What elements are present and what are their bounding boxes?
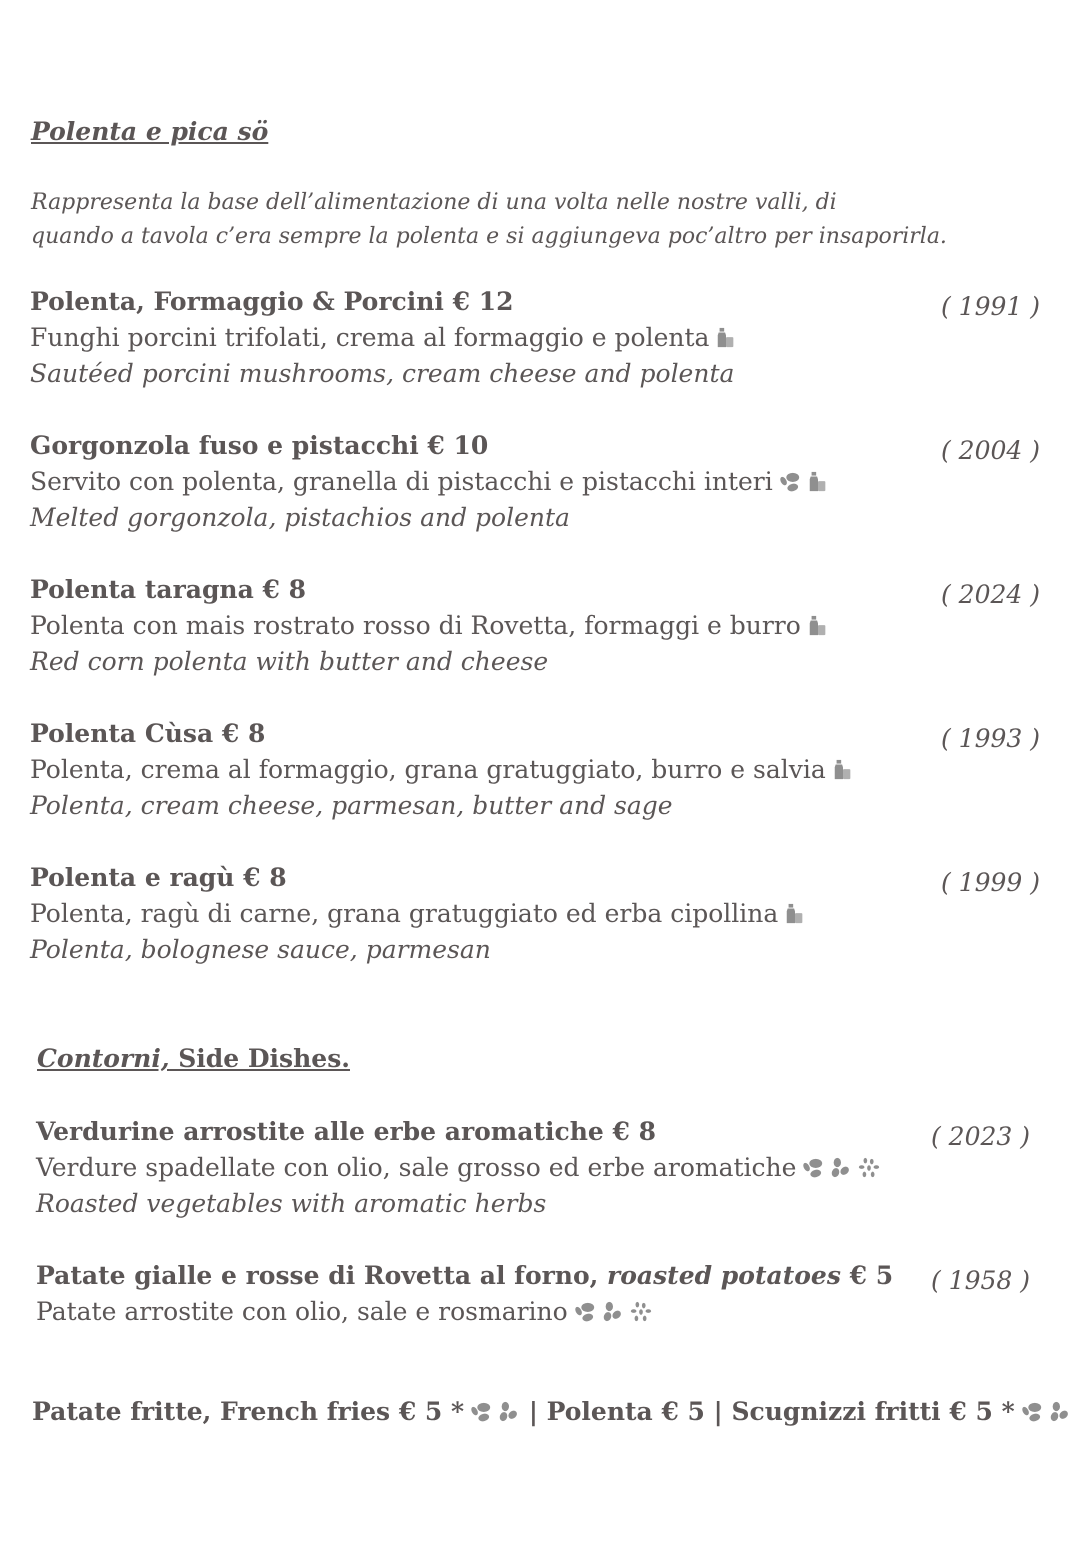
- item-english: Roasted vegetables with aromatic herbs: [36, 1189, 547, 1218]
- item-english: Polenta, cream cheese, parmesan, butter and sage: [30, 791, 673, 820]
- section-intro: [31, 186, 947, 254]
- item-year: ( 1993 ): [940, 724, 1040, 753]
- milk-allergen-icon: [832, 755, 854, 777]
- menu-item: [30, 860, 1040, 968]
- item-title: Gorgonzola fuso e pistacchi € 10: [30, 431, 489, 460]
- menu-item: [36, 1114, 1030, 1222]
- item-year: ( 2024 ): [940, 580, 1040, 609]
- menu-item: [30, 428, 1040, 536]
- section-title: Polenta e pica sö: [31, 117, 269, 146]
- title-english: Side Dishes.: [169, 1044, 350, 1073]
- peanut-allergen-icon: [602, 1297, 624, 1319]
- milk-allergen-icon: [784, 899, 806, 921]
- item-description: Polenta, crema al formaggio, grana gratuggiato, burro e salvia: [30, 752, 1040, 788]
- item-year: ( 2023 ): [930, 1122, 1030, 1151]
- nuts-allergen-icon: [470, 1397, 492, 1419]
- item-english: Red corn polenta with butter and cheese: [30, 647, 549, 676]
- peanut-allergen-icon: [498, 1397, 520, 1419]
- sesame-allergen-icon: [858, 1153, 880, 1175]
- section-title-contorni: [37, 1044, 350, 1073]
- item-title: Polenta Cùsa € 8: [30, 719, 266, 748]
- item-description: Polenta, ragù di carne, grana gratuggiato ed erba cipollina: [30, 896, 1040, 932]
- nuts-allergen-icon: [1021, 1397, 1043, 1419]
- footer-line: [32, 1394, 1071, 1430]
- nuts-allergen-icon: [779, 467, 801, 489]
- menu-item: [30, 572, 1040, 680]
- item-english: Sautéed porcini mushrooms, cream cheese and polenta: [30, 359, 735, 388]
- title-italian: Contorni,: [37, 1044, 170, 1073]
- milk-allergen-icon: [807, 467, 829, 489]
- nuts-allergen-icon: [802, 1153, 824, 1175]
- item-title: Polenta, Formaggio & Porcini € 12: [30, 287, 514, 316]
- item-description: Funghi porcini trifolati, crema al formaggio e polenta: [30, 320, 1040, 356]
- item-description: Polenta con mais rostrato rosso di Rovetta, formaggi e burro: [30, 608, 1040, 644]
- intro-line: quando a tavola c’era sempre la polenta e si aggiungeva poc’altro per insaporirla.: [31, 224, 947, 249]
- item-description: Patate arrostite con olio, sale e rosmarino: [36, 1294, 1030, 1330]
- peanut-allergen-icon: [830, 1153, 852, 1175]
- item-title: Verdurine arrostite alle erbe aromatiche € 8: [36, 1117, 656, 1146]
- footer-part1: Patate fritte, French fries € 5 *: [32, 1397, 465, 1426]
- item-title: Polenta taragna € 8: [30, 575, 307, 604]
- item-english: Polenta, bolognese sauce, parmesan: [30, 935, 491, 964]
- item-title: Polenta e ragù € 8: [30, 863, 287, 892]
- item-year: ( 1999 ): [940, 868, 1040, 897]
- menu-item: [36, 1258, 1030, 1330]
- peanut-allergen-icon: [1049, 1397, 1071, 1419]
- allergen-icons: [1015, 1397, 1071, 1426]
- intro-line: Rappresenta la base dell’alimentazione di una volta nelle nostre valli, di: [31, 190, 837, 215]
- item-year: ( 1991 ): [940, 292, 1040, 321]
- nuts-allergen-icon: [574, 1297, 596, 1319]
- item-title: Patate gialle e rosse di Rovetta al forno, roasted potatoes € 5: [36, 1261, 894, 1290]
- item-year: ( 1958 ): [930, 1266, 1030, 1295]
- item-description: Verdure spadellate con olio, sale grosso ed erbe aromatiche: [36, 1150, 1030, 1186]
- menu-item: [30, 716, 1040, 824]
- footer-part2: | Polenta € 5 | Scugnizzi fritti € 5 *: [528, 1397, 1015, 1426]
- menu-item: [30, 284, 1040, 392]
- item-english: Melted gorgonzola, pistachios and polenta: [30, 503, 570, 532]
- milk-allergen-icon: [715, 323, 737, 345]
- item-year: ( 2004 ): [940, 436, 1040, 465]
- item-description: Servito con polenta, granella di pistacchi e pistacchi interi: [30, 464, 1040, 500]
- sesame-allergen-icon: [630, 1297, 652, 1319]
- milk-allergen-icon: [807, 611, 829, 633]
- allergen-icons: [464, 1397, 520, 1426]
